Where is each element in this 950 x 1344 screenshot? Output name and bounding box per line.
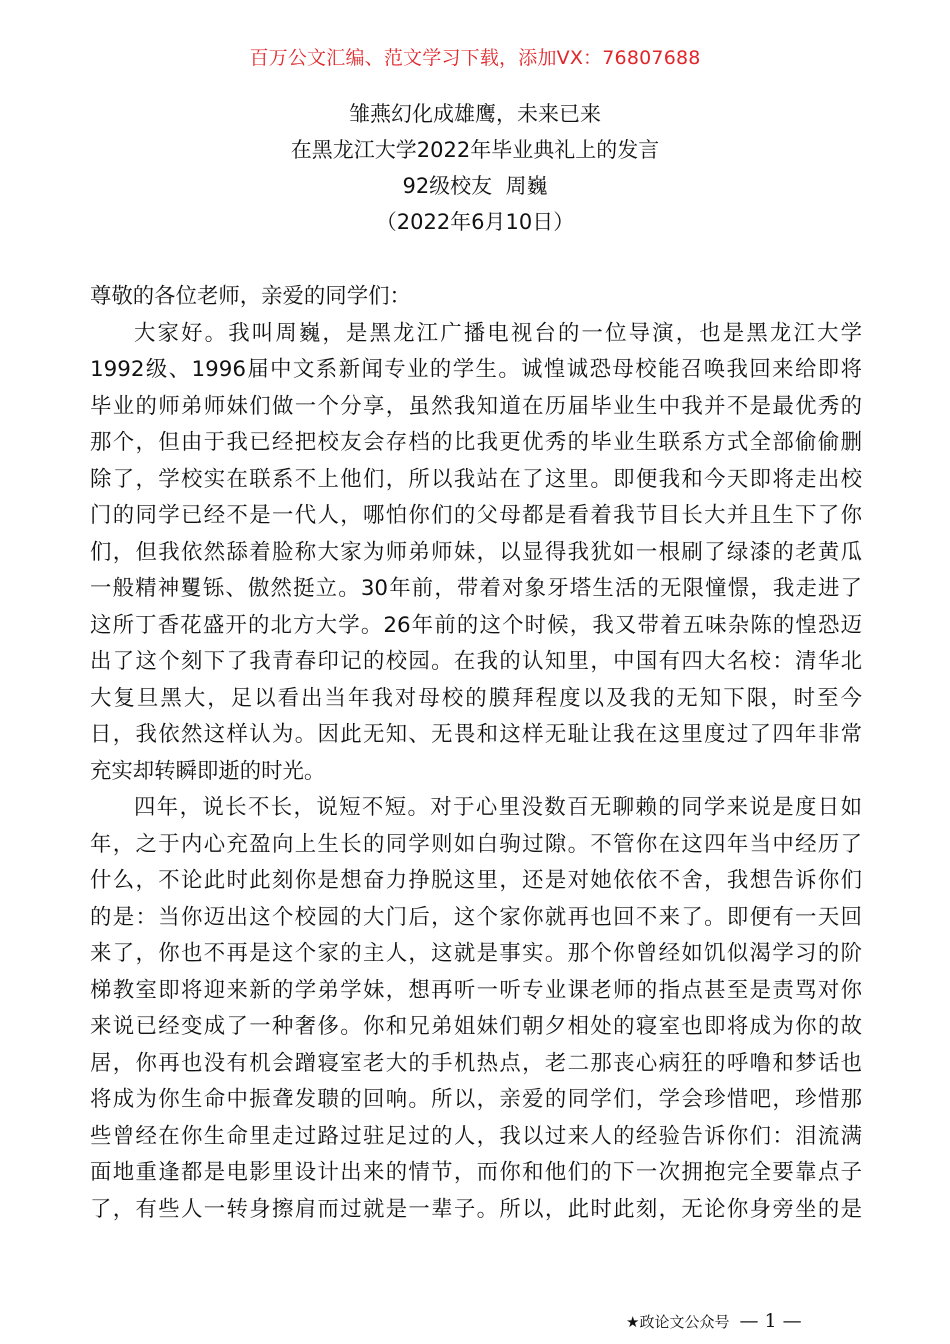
body-line: 的是：当你迈出这个校园的大门后，这个家你就再也回不来了。即便有一天回 <box>90 904 862 930</box>
body-line: 什么，不论此时此刻你是想奋力挣脱这里，还是对她依依不舍，我想告诉你们 <box>90 868 862 893</box>
body-line: 来了，你也不再是这个家的主人，这就是事实。那个你曾经如饥似渴学习的阶 <box>90 941 862 966</box>
date-line: （2022年6月10日） <box>375 210 575 234</box>
body-line: 大家好。我叫周巍，是黑龙江广播电视台的一位导演，也是黑龙江大学 <box>134 320 862 346</box>
salutation: 尊敬的各位老师，亲爱的同学们： <box>90 284 411 309</box>
document-subtitle: 在黑龙江大学2022年毕业典礼上的发言 <box>290 138 660 162</box>
body-line: 们，但我依然舔着脸称大家为师弟师妹，以显得我犹如一根刷了绿漆的老黄瓜 <box>90 539 862 565</box>
body-line: 一般精神矍铄、傲然挺立。30年前，带着对象牙塔生活的无限憧憬，我走进了 <box>90 576 862 601</box>
promo-banner: 百万公文汇编、范文学习下载，添加VX：76807688 <box>249 47 701 69</box>
body-line: 四年，说长不长，说短不短。对于心里没数百无聊赖的同学来说是度日如 <box>134 795 862 820</box>
author-line: 92级校友 周巍 <box>402 174 548 198</box>
page-footer <box>626 1310 802 1333</box>
body-line: 毕业的师弟师妹们做一个分享，虽然我知道在历届毕业生中我并不是最优秀的 <box>90 393 862 419</box>
body-line: 门的同学已经不是一代人，哪怕你们的父母都是看着我节目长大并且生下了你 <box>90 503 862 528</box>
body-line: 这所丁香花盛开的北方大学。26年前的这个时候，我又带着五味杂陈的惶恐迈 <box>90 612 862 638</box>
body-line: 充实却转瞬即逝的时光。 <box>90 758 326 784</box>
body-line: 除了，学校实在联系不上他们，所以我站在了这里。即便我和今天即将走出校 <box>90 466 862 492</box>
body-line: 梯教室即将迎来新的学弟学妹，想再听一听专业课老师的指点甚至是责骂对你 <box>90 977 862 1003</box>
body-line: 日，我依然这样认为。因此无知、无畏和这样无耻让我在这里度过了四年非常 <box>90 722 862 747</box>
body-line: 来说已经变成了一种奢侈。你和兄弟姐妹们朝夕相处的寝室也即将成为你的故 <box>90 1014 862 1039</box>
page-number: — 1 — <box>739 1310 802 1332</box>
body-line: 将成为你生命中振聋发聩的回响。所以，亲爱的同学们，学会珍惜吧，珍惜那 <box>90 1087 862 1112</box>
body-line: 了，有些人一转身擦肩而过就是一辈子。所以，此时此刻，无论你身旁坐的是 <box>90 1196 862 1222</box>
document-title: 雏燕幻化成雄鹰，未来已来 <box>349 102 601 126</box>
document-header <box>0 96 950 240</box>
body-line: 居，你再也没有机会蹭寝室老大的手机热点，老二那丧心病狂的呼噜和梦话也 <box>90 1050 862 1076</box>
body-line: 出了这个刻下了我青春印记的校园。在我的认知里，中国有四大名校：清华北 <box>90 649 862 674</box>
footer-source: ★政论文公众号 <box>626 1313 730 1331</box>
body-line: 年，之于内心充盈向上生长的同学则如白驹过隙。不管你在这四年当中经历了 <box>90 831 862 857</box>
body-line: 些曾经在你生命里走过路过驻足过的人，我以过来人的经验告诉你们：泪流满 <box>90 1123 862 1149</box>
body-line: 那个，但由于我已经把校友会存档的比我更优秀的毕业生联系方式全部偷偷删 <box>90 430 862 455</box>
body-line: 面地重逢都是电影里设计出来的情节，而你和他们的下一次拥抱完全要靠点子 <box>90 1160 862 1185</box>
body-line: 1992级、1996届中文系新闻专业的学生。诚惶诚恐母校能召唤我回来给即将 <box>90 357 862 382</box>
body-line: 大复旦黑大，足以看出当年我对母校的膜拜程度以及我的无知下限，时至今 <box>90 685 862 711</box>
speech-body <box>90 279 862 1228</box>
